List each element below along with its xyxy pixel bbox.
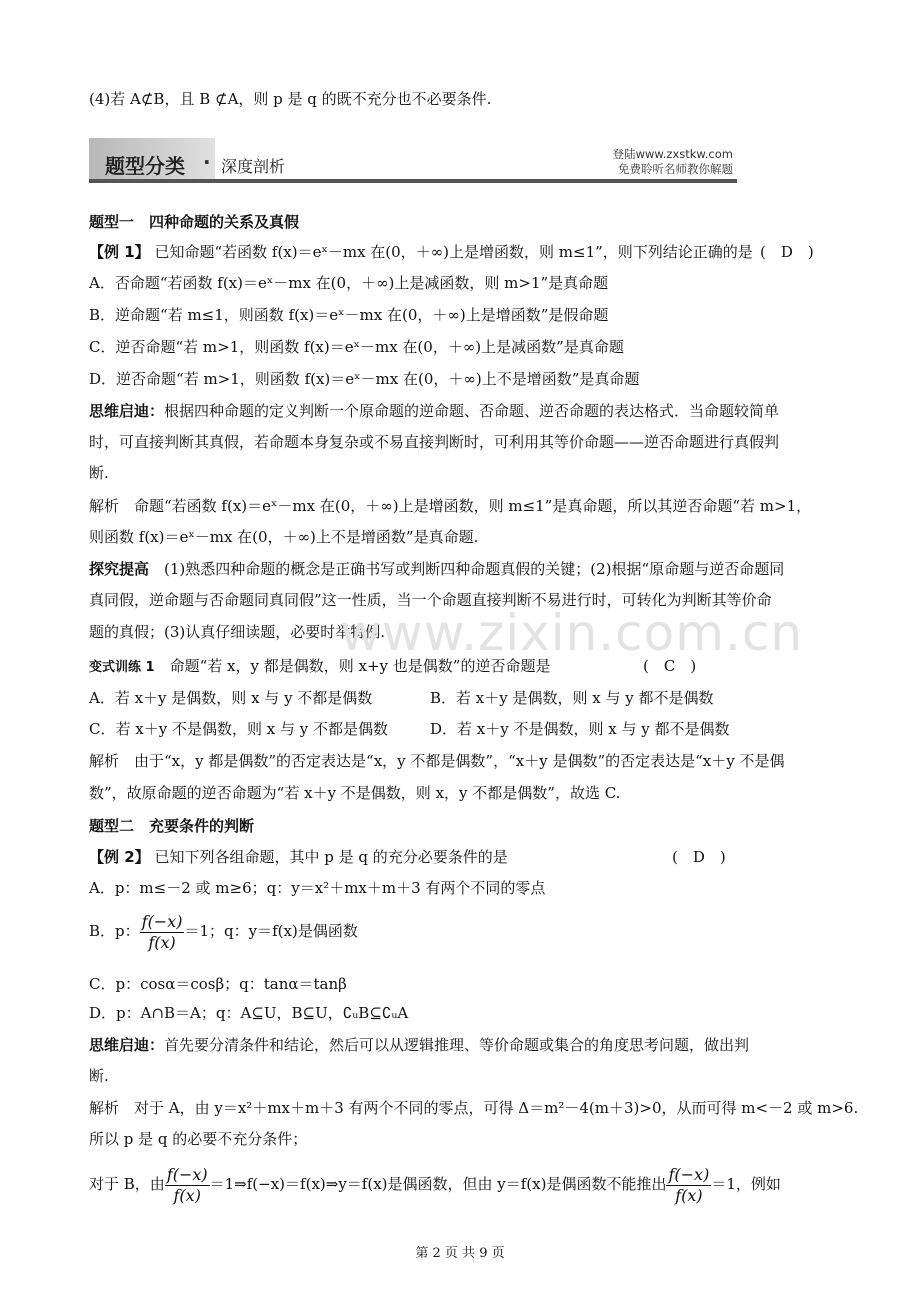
banner-rule bbox=[89, 179, 737, 183]
fraction bbox=[165, 1165, 210, 1206]
example-1-option-c: C．逆否命题“若 m>1，则函数 f(x)＝eˣ－mx 在(0，＋∞)上是减函数”是真命题 bbox=[89, 338, 624, 356]
banner-site[interactable]: 登陆www.zxstkw.com bbox=[612, 147, 733, 161]
explore-text: (1)熟悉四种命题的概念是正确书写或判断四种命题真假的关键；(2)根据“原命题与逆否命题同 bbox=[164, 560, 785, 578]
fraction-numerator: f(−x) bbox=[141, 911, 183, 931]
explore-line2: 真同假，逆命题与否命题同真同假”这一性质，当一个命题直接判断不易进行时，可转化为判断其等价命 bbox=[89, 591, 772, 609]
example-2-option-b bbox=[89, 907, 358, 955]
fraction-numerator: f(−x) bbox=[668, 1164, 710, 1184]
example-1-text: 已知命题“若函数 f(x)＝eˣ－mx 在(0，＋∞)上是增函数，则 m≤1”，则下列结论正确的是 bbox=[154, 243, 753, 261]
variant-1-tag: 变式训练 1 bbox=[89, 660, 155, 675]
variant-1-text: 命题“若 x，y 都是偶数，则 x+y 也是偶数”的逆否命题是 bbox=[169, 657, 551, 675]
think-2-tag: 思维启迪： bbox=[89, 1036, 165, 1054]
fraction bbox=[140, 912, 185, 953]
example-2-tag: 【例 2】 bbox=[89, 848, 150, 866]
fraction-denominator: f(x) bbox=[148, 932, 176, 952]
variant-1-option-a: A．若 x＋y 是偶数，则 x 与 y 不都是偶数 bbox=[89, 689, 373, 707]
solution-1-line1: 解析 命题“若函数 f(x)＝eˣ－mx 在(0，＋∞)上是增函数，则 m≤1”是真命题，所以其逆否命题“若 m>1， bbox=[89, 497, 812, 515]
example-2-option-a: A．p：m≤－2 或 m≥6；q：y＝x²＋mx＋m＋3 有两个不同的零点 bbox=[89, 879, 546, 897]
explore-line1 bbox=[89, 559, 784, 579]
example-2-answer: ( D ) bbox=[672, 848, 726, 866]
explore-line3: 题的真假；(3)认真仔细读题，必要时举特例. bbox=[89, 623, 386, 641]
solution-2-line1: 解析 由于“x，y 都是偶数”的否定表达是“x，y 不都是偶数”，“x＋y 是偶数”的否定表达是“x＋y 不是偶 bbox=[89, 752, 785, 770]
variant-1-answer: ( C ) bbox=[643, 657, 697, 675]
example-2 bbox=[89, 847, 508, 867]
variant-1-option-d: D．若 x＋y 不是偶数，则 x 与 y 都不是偶数 bbox=[430, 720, 730, 738]
option-b-suffix: ＝1；q：y＝f(x)是偶函数 bbox=[184, 922, 358, 940]
think-2-line1 bbox=[89, 1035, 749, 1055]
variant-1 bbox=[89, 656, 550, 678]
fraction-denominator: f(x) bbox=[173, 1185, 201, 1205]
fraction-numerator: f(−x) bbox=[166, 1164, 208, 1184]
example-1-option-a: A．否命题“若函数 f(x)＝eˣ－mx 在(0，＋∞)上是减函数，则 m>1”是真命题 bbox=[89, 274, 609, 292]
think-1-tag: 思维启迪： bbox=[89, 402, 165, 420]
variant-1-option-b: B．若 x＋y 是偶数，则 x 与 y 都不是偶数 bbox=[430, 689, 714, 707]
example-1-tag: 【例 1】 bbox=[89, 243, 150, 261]
think-2-text: 首先要分清条件和结论，然后可以从逻辑推理、等价命题或集合的角度思考问题，做出判 bbox=[164, 1036, 750, 1054]
example-2-option-c: C．p：cosα＝cosβ；q：tanα＝tanβ bbox=[89, 975, 347, 993]
think-2-line2: 断. bbox=[89, 1067, 109, 1085]
example-1-option-d: D．逆否命题“若 m>1，则函数 f(x)＝eˣ－mx 在(0，＋∞)上不是增函数”是真命题 bbox=[89, 370, 640, 388]
banner-dot: · bbox=[203, 150, 211, 174]
last-suffix: ＝1，例如 bbox=[711, 1175, 781, 1193]
banner-subtitle: 深度剖析 bbox=[221, 157, 286, 176]
think-1-text: 根据四种命题的定义判断一个原命题的逆命题、否命题、逆否命题的表达格式．当命题较简单 bbox=[164, 402, 780, 420]
heading-type2: 题型二 充要条件的判断 bbox=[89, 817, 255, 835]
solution-2-line2: 数”，故原命题的逆否命题为“若 x＋y 不是偶数，则 x，y 不都是偶数”，故选 C. bbox=[89, 784, 621, 802]
watermark: www.zixin.com.cn bbox=[340, 604, 804, 662]
example-2-option-d: D．p：A∩B＝A；q：A⊆U，B⊆U，∁ᵤB⊆∁ᵤA bbox=[89, 1004, 409, 1022]
solution-3-line3 bbox=[89, 1160, 781, 1208]
think-1-line3: 断. bbox=[89, 464, 109, 482]
condition-4: (4)若 A⊄B，且 B ⊄A，则 p 是 q 的既不充分也不必要条件. bbox=[89, 90, 492, 108]
variant-1-option-c: C．若 x＋y 不是偶数，则 x 与 y 不都是偶数 bbox=[89, 720, 388, 738]
fraction bbox=[666, 1165, 711, 1206]
option-b-prefix: B．p： bbox=[89, 922, 140, 940]
example-2-text: 已知下列各组命题，其中 p 是 q 的充分必要条件的是 bbox=[154, 848, 508, 866]
heading-type1: 题型一 四种命题的关系及真假 bbox=[89, 213, 300, 231]
fraction-denominator: f(x) bbox=[675, 1185, 703, 1205]
think-1-line2: 时，可直接判断其真假，若命题本身复杂或不易直接判断时，可利用其等价命题——逆否命题进行真假判 bbox=[89, 433, 780, 451]
solution-1-line2: 则函数 f(x)＝eˣ－mx 在(0，＋∞)上不是增函数”是真命题. bbox=[89, 528, 479, 546]
last-middle: ＝1⇒f(−x)＝f(x)⇒y＝f(x)是偶函数，但由 y＝f(x)是偶函数不能推出 bbox=[209, 1175, 667, 1193]
banner-title: 题型分类 bbox=[105, 154, 185, 178]
example-1-answer: ( D ) bbox=[760, 243, 814, 261]
page-footer: 第 2 页 共 9 页 bbox=[415, 1246, 505, 1261]
section-banner bbox=[89, 138, 737, 184]
solution-3-line2: 所以 p 是 q 的必要不充分条件； bbox=[89, 1130, 308, 1148]
solution-3-line1: 解析 对于 A，由 y＝x²＋mx＋m＋3 有两个不同的零点，可得 Δ＝m²－4(m＋3)>0，从而可得 m<－2 或 m>6. bbox=[89, 1099, 859, 1117]
explore-tag: 探究提高 bbox=[89, 560, 150, 578]
banner-tagline: 免费聆听名师教你解题 bbox=[618, 162, 733, 176]
think-1-line1 bbox=[89, 401, 779, 421]
example-1 bbox=[89, 242, 753, 262]
last-prefix: 对于 B，由 bbox=[89, 1175, 165, 1193]
example-1-option-b: B．逆命题“若 m≤1，则函数 f(x)＝eˣ－mx 在(0，＋∞)上是增函数”是假命题 bbox=[89, 306, 609, 324]
